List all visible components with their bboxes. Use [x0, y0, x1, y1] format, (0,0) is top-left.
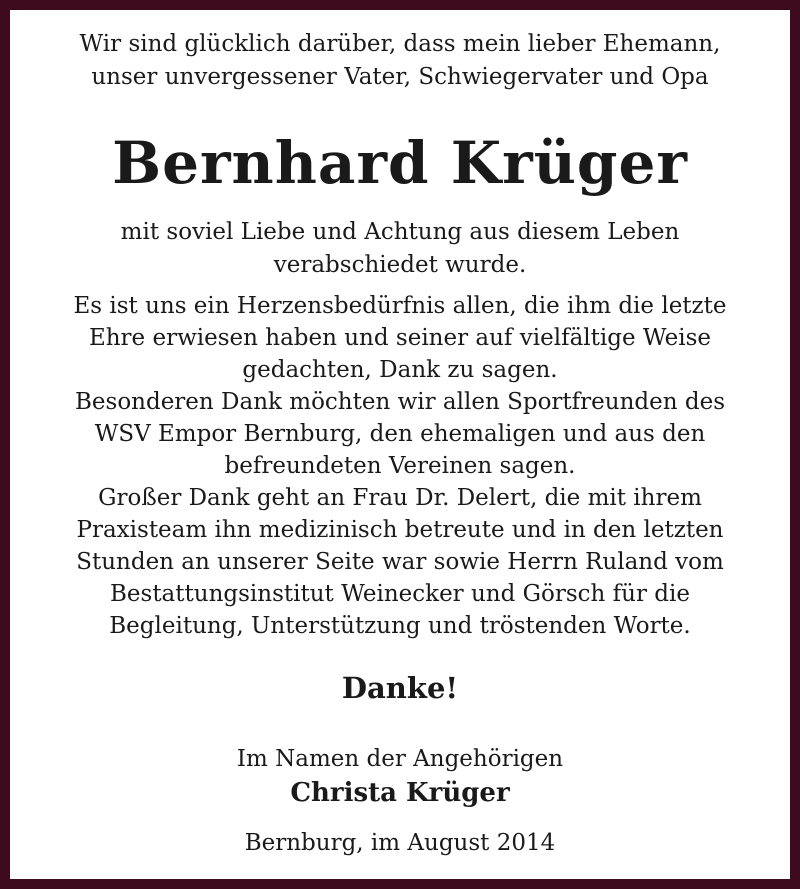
body-line: WSV Empor Bernburg, den ehemaligen und aus den: [94, 421, 706, 447]
body-line: Begleitung, Unterstützung und tröstenden Worte.: [109, 613, 691, 639]
signature-label: Im Namen der Angehörigen: [236, 746, 564, 772]
intro-line: unser unvergessener Vater, Schwiegervater und Opa: [91, 64, 709, 90]
place-date: Bernburg, im August 2014: [244, 830, 556, 856]
body-line: gedachten, Dank zu sagen.: [242, 357, 558, 383]
danke-heading: Danke!: [341, 671, 459, 705]
body-line: Großer Dank geht an Frau Dr. Delert, die mit ihrem: [98, 485, 702, 511]
after-name-line: verabschiedet wurde.: [273, 252, 527, 278]
body-line: Es ist uns ein Herzensbedürfnis allen, die ihm die letzte: [73, 293, 727, 319]
body-line: Ehre erwiesen haben und seiner auf vielfältige Weise: [88, 325, 712, 351]
body-line: Besonderen Dank möchten wir allen Sportfreunden des: [75, 389, 725, 415]
body-line: Stunden an unserer Seite war sowie Herrn Ruland vom: [76, 549, 724, 575]
thanks-body: [10, 290, 790, 642]
body-line: Bestattungsinstitut Weinecker und Görsch für die: [110, 581, 690, 607]
body-line: befreundeten Vereinen sagen.: [224, 453, 576, 479]
deceased-name: Bernhard Krüger: [112, 129, 688, 197]
after-name-text: [10, 216, 790, 282]
intro-text: [10, 28, 790, 94]
signature-name: Christa Krüger: [290, 778, 510, 808]
body-line: Praxisteam ihn medizinisch betreute und in den letzten: [76, 517, 724, 543]
intro-line: Wir sind glücklich darüber, dass mein lieber Ehemann,: [79, 31, 721, 57]
after-name-line: mit soviel Liebe und Achtung aus diesem Leben: [120, 219, 680, 245]
